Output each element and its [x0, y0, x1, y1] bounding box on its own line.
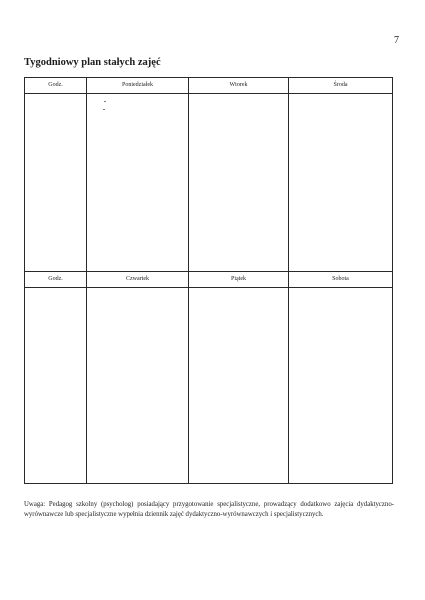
page-number: 7	[394, 35, 399, 46]
schedule-bottom-half	[25, 272, 392, 483]
thursday-cell[interactable]	[87, 288, 189, 483]
header-hours-bottom: Godz.	[25, 272, 87, 288]
header-hours-top: Godz.	[25, 78, 87, 94]
scan-speck	[104, 101, 106, 102]
header-thursday: Czwartek	[87, 272, 189, 288]
friday-cell[interactable]	[189, 288, 289, 483]
header-monday: Poniedziałek	[87, 78, 189, 94]
header-saturday: Sobota	[289, 272, 392, 288]
header-tuesday: Wtorek	[189, 78, 289, 94]
wednesday-cell[interactable]	[289, 94, 392, 271]
header-wednesday: Środa	[289, 78, 392, 94]
header-friday: Piątek	[189, 272, 289, 288]
saturday-cell[interactable]	[289, 288, 392, 483]
weekly-schedule-table	[24, 77, 393, 484]
hours-cell-top[interactable]	[25, 94, 87, 271]
footnote: Uwaga: Pedagog szkolny (psycholog) posiadający przygotowanie specjalistyczne, prowadzący dodatkowo zajęcia dydaktyczno-wyrównawcze lub specjalistyczne wypełnia dziennik zajęć dydaktyczno-wyrównawczych i specjalistycznych.	[24, 501, 394, 518]
tuesday-cell[interactable]	[189, 94, 289, 271]
hours-cell-bottom[interactable]	[25, 288, 87, 483]
monday-cell[interactable]	[87, 94, 189, 271]
page-title: Tygodniowy plan stałych zajęć	[24, 57, 161, 68]
schedule-top-half	[25, 78, 392, 272]
scan-speck	[103, 109, 105, 110]
